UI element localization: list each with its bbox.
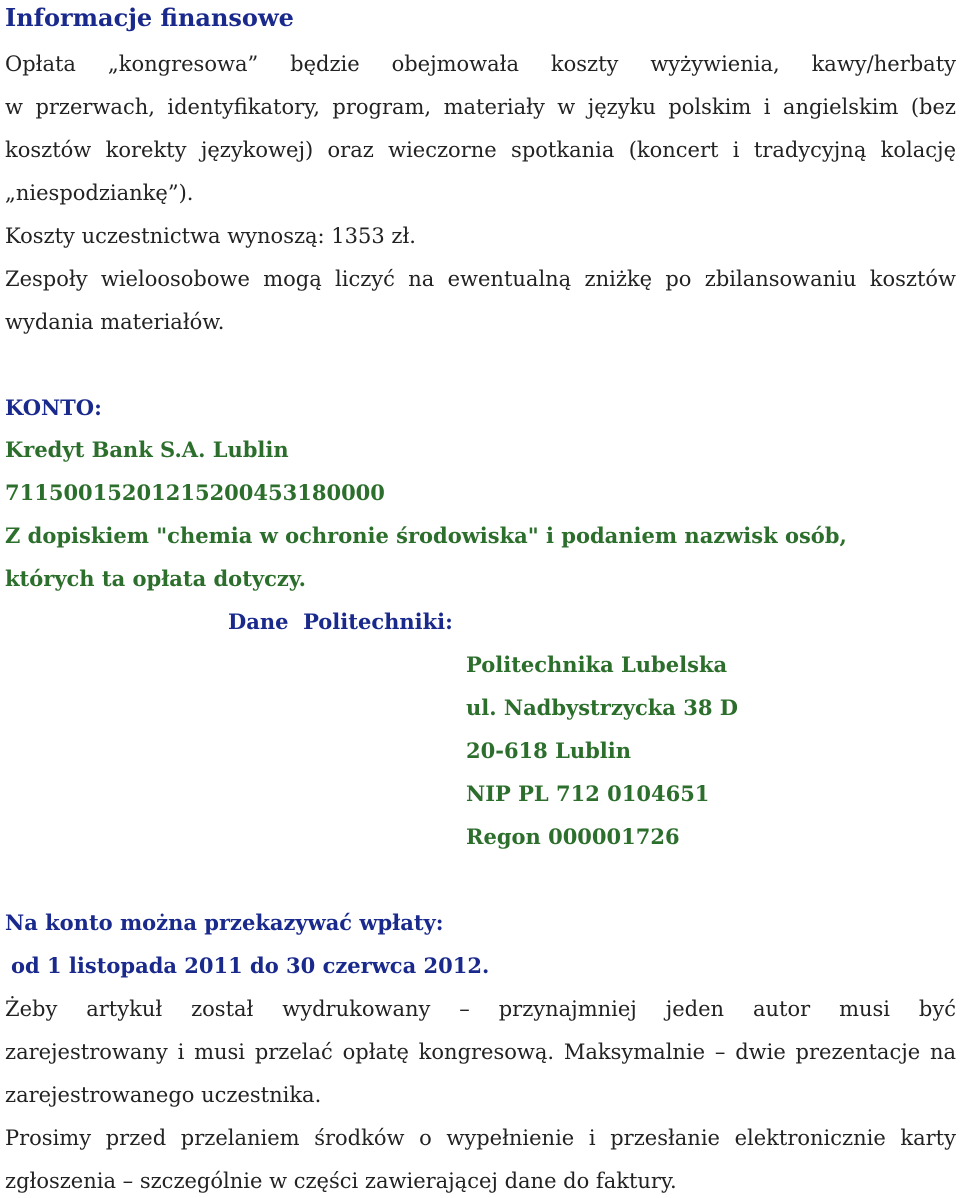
university-city: 20-618 Lublin bbox=[466, 738, 632, 763]
intro-line-1: Opłata „kongresowa” będzie obejmowała koszty wyżywienia, kawy/herbaty bbox=[5, 52, 956, 76]
intro-line-2: w przerwach, identyfikatory, program, materiały w języku polskim i angielskim (bez bbox=[5, 95, 956, 119]
bank-name: Kredyt Bank S.A. Lublin bbox=[5, 437, 289, 462]
discount-line-2: wydania materiałów. bbox=[5, 310, 225, 334]
university-street: ul. Nadbystrzycka 38 D bbox=[466, 695, 738, 720]
intro-line-3: kosztów korekty językowej) oraz wieczorne spotkania (koncert i tradycyjną kolację bbox=[5, 138, 956, 162]
requirement-line-3: zarejestrowanego uczestnika. bbox=[5, 1083, 322, 1107]
request-line-2: zgłoszenia – szczególnie w części zawierającej dane do faktury. bbox=[5, 1169, 677, 1193]
university-label: Dane Politechniki: bbox=[228, 609, 453, 634]
requirement-line-1: Żeby artykuł został wydrukowany – przynajmniej jeden autor musi być bbox=[5, 997, 956, 1021]
university-name: Politechnika Lubelska bbox=[466, 652, 728, 677]
account-label: KONTO: bbox=[5, 395, 102, 420]
discount-line-1: Zespoły wieloosobowe mogą liczyć na ewentualną zniżkę po zbilansowaniu kosztów bbox=[5, 267, 956, 291]
transfer-note-line-2: których ta opłata dotyczy. bbox=[5, 566, 306, 591]
account-number: 71150015201215200453180000 bbox=[5, 480, 385, 505]
section-heading: Informacje finansowe bbox=[5, 3, 294, 32]
participation-cost: Koszty uczestnictwa wynoszą: 1353 zł. bbox=[5, 224, 416, 248]
transfer-note-line-1: Z dopiskiem "chemia w ochronie środowiska" i podaniem nazwisk osób, bbox=[5, 523, 847, 548]
university-regon: Regon 000001726 bbox=[466, 824, 680, 849]
payment-period-dates: od 1 listopada 2011 do 30 czerwca 2012. bbox=[11, 953, 490, 978]
intro-line-4: „niespodziankę”). bbox=[5, 181, 194, 205]
university-nip: NIP PL 712 0104651 bbox=[466, 781, 710, 806]
request-line-1: Prosimy przed przelaniem środków o wypełnienie i przesłanie elektronicznie karty bbox=[5, 1126, 956, 1150]
requirement-line-2: zarejestrowany i musi przelać opłatę kongresową. Maksymalnie – dwie prezentacje na bbox=[5, 1040, 956, 1064]
payment-period-label: Na konto można przekazywać wpłaty: bbox=[5, 910, 444, 935]
